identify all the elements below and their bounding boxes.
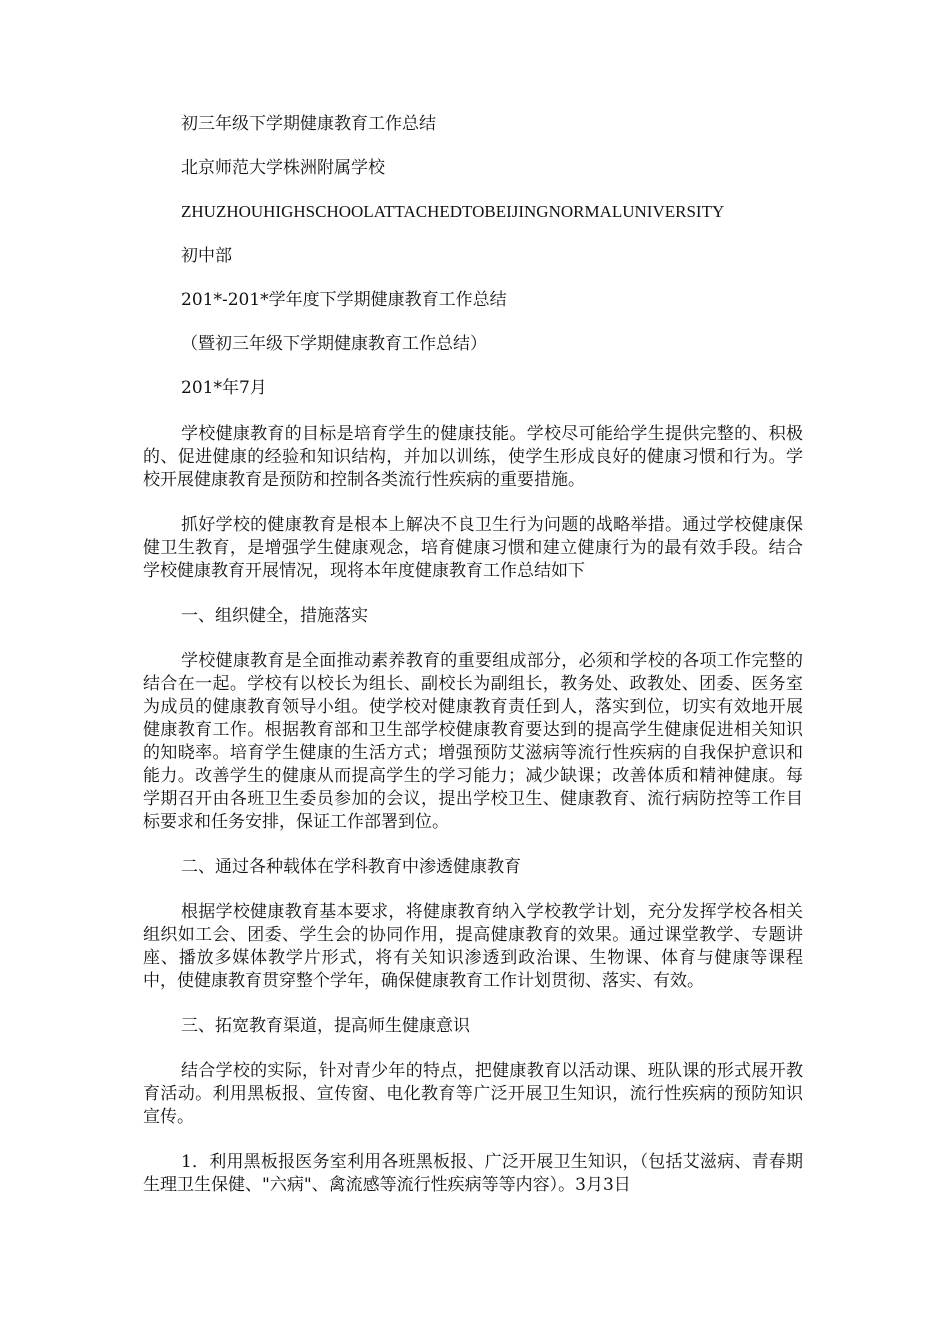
report-title: 201*-201*学年度下学期健康教育工作总结 — [181, 290, 507, 310]
paragraph-item-1: 1．利用黑板报医务室利用各班黑板报、广泛开展卫生知识，（包括艾滋病、青春期生理卫生保健、"六病"、禽流感等流行性疾病等等内容）。3月3日 — [143, 1152, 803, 1195]
paragraph-strategy: 抓好学校的健康教育是根本上解决不良卫生行为问题的战略举措。通过学校健康保健卫生教育，是增强学生健康观念，培育健康习惯和建立健康行为的最有效手段。结合学校健康教育开展情况，现将本年度健康教育工作总结如下 — [143, 515, 803, 581]
document-body — [143, 111, 803, 1197]
school-name-english: ZHUZHOUHIGHSCHOOLATTACHEDTOBEIJINGNORMALUNIVERSITY — [181, 202, 725, 221]
school-name-chinese: 北京师范大学株洲附属学校 — [181, 158, 385, 178]
document-title: 初三年级下学期健康教育工作总结 — [181, 114, 436, 134]
paragraph-intro: 学校健康教育的目标是培育学生的健康技能。学校尽可能给学生提供完整的、积极的、促进健康的经验和知识结构，并加以训练，使学生形成良好的健康习惯和行为。学校开展健康教育是预防和控制各类流行性疾病的重要措施。 — [143, 424, 803, 490]
department-name: 初中部 — [181, 246, 232, 266]
report-date: 201*年7月 — [181, 378, 267, 398]
section-heading-3: 三、拓宽教育渠道，提高师生健康意识 — [181, 1016, 470, 1036]
report-subtitle: （暨初三年级下学期健康教育工作总结） — [181, 334, 487, 354]
section-heading-1: 一、组织健全，措施落实 — [181, 606, 368, 626]
section-heading-2: 二、通过各种载体在学科教育中渗透健康教育 — [181, 857, 521, 877]
paragraph-organization: 学校健康教育是全面推动素养教育的重要组成部分，必须和学校的各项工作完整的结合在一起。学校有以校长为组长、副校长为副组长，教务处、政教处、团委、医务室为成员的健康教育领导小组。使学校对健康教育责任到人，落实到位，切实有效地开展健康教育工作。根据教育部和卫生部学校健康教育要达到的提高学生健康促进相关知识的知晓率。培育学生健康的生活方式；增强预防艾滋病等流行性疾病的自我保护意识和能力。改善学生的健康从而提高学生的学习能力；减少缺课；改善体质和精神健康。每学期召开由各班卫生委员参加的会议，提出学校卫生、健康教育、流行病防控等工作目标要求和任务安排，保证工作部署到位。 — [143, 651, 803, 832]
paragraph-curriculum: 根据学校健康教育基本要求，将健康教育纳入学校教学计划，充分发挥学校各相关组织如工会、团委、学生会的协同作用，提高健康教育的效果。通过课堂教学、专题讲座、播放多媒体教学片形式，将有关知识渗透到政治课、生物课、体育与健康等课程中，使健康教育贯穿整个学年，确保健康教育工作计划贯彻、落实、有效。 — [143, 902, 803, 991]
paragraph-activities: 结合学校的实际，针对青少年的特点，把健康教育以活动课、班队课的形式展开教育活动。利用黑板报、宣传窗、电化教育等广泛开展卫生知识，流行性疾病的预防知识宣传。 — [143, 1061, 803, 1127]
